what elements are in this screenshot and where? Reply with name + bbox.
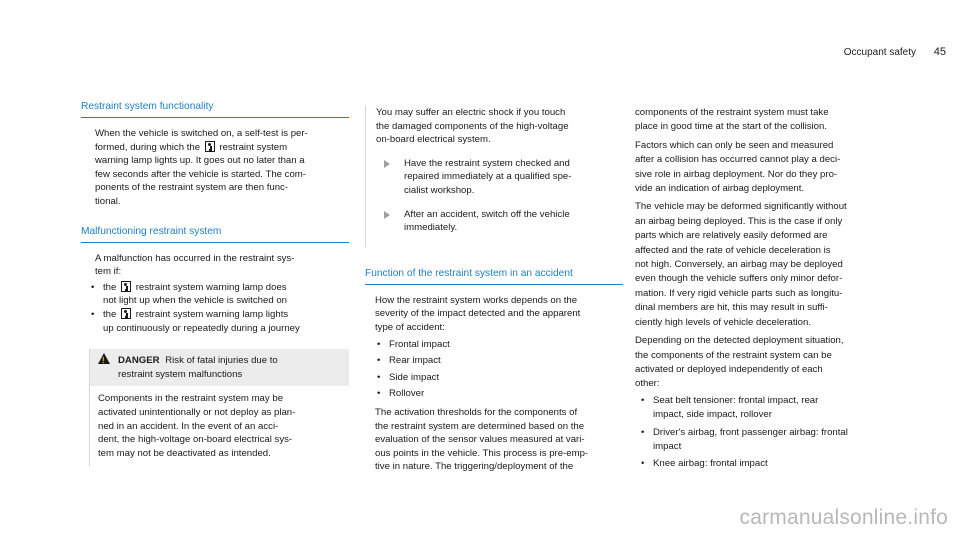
- danger-body: Components in the restraint system may be activated unintentionally or not deploy as plan- ned in an accident. In the event of an acci- dent, the high-voltage on-board electrical sys- tem may not be deactivated as intended.: [98, 393, 296, 459]
- airbag-warning-icon: [121, 281, 131, 292]
- danger-box: [89, 349, 349, 466]
- column-2: [365, 106, 623, 474]
- list-item: • Knee airbag: frontal impact: [639, 457, 925, 471]
- paragraph-deployment: Depending on the detected deployment situation, the components of the restraint system can be activated or deployed independently of each other:: [635, 335, 844, 390]
- list-item: • the restraint system warning lamp does not light up when the vehicle is switched on: [89, 281, 349, 308]
- list-item: • Frontal impact: [375, 337, 623, 354]
- step-item: Have the restraint system checked and repaired immediately at a qualified spe- cialist workshop.: [376, 157, 623, 198]
- malfunction-list: [89, 281, 349, 335]
- step-item: After an accident, switch off the vehicle immediately.: [376, 208, 623, 235]
- warning-triangle-icon: [98, 353, 110, 364]
- danger-header: !DANGER Risk of fatal injuries due to restraint system malfunctions: [90, 349, 349, 386]
- paragraph-good-time: components of the restraint system must take place in good time at the start of the collision.: [635, 107, 829, 133]
- list-item: • Driver's airbag, front passenger airbag: frontal impact: [639, 426, 925, 455]
- list-item: • Rear impact: [375, 353, 623, 370]
- paragraph-electric-shock: You may suffer an electric shock if you touch the damaged components of the high-voltage on-board electrical system.: [376, 107, 569, 146]
- step-arrow-icon: [384, 211, 390, 219]
- heading-function-in-accident: Function of the restraint system in an accident: [365, 267, 623, 285]
- paragraph-factors: Factors which can only be seen and measured after a collision has occurred cannot play a deci- sive role in airbag deployment. Nor do they pro- vide an indication of airbag deployment.: [635, 139, 841, 195]
- paragraph-functionality: When the vehicle is switched on, a self-test is per- formed, during which the restraint system warning lamp lights up. It goes out no later than a few seconds after the vehicle is started. The com- ponents of the restraint system are then func- tional.: [95, 128, 308, 207]
- page-number: 45: [933, 46, 946, 58]
- list-item: • Side impact: [375, 370, 623, 387]
- component-list: [639, 394, 925, 472]
- accident-section: [365, 294, 623, 474]
- list-item: • the restraint system warning lamp lights up continuously or repeatedly during a journey: [89, 308, 349, 335]
- step-arrow-icon: [384, 160, 390, 168]
- heading-malfunction: Malfunctioning restraint system: [81, 225, 349, 243]
- impact-types-list: [375, 337, 623, 403]
- paragraph-malfunction: A malfunction has occurred in the restraint sys- tem if:: [95, 252, 295, 278]
- watermark: carmanualsonline.info: [739, 506, 948, 529]
- section-title: Occupant safety: [843, 47, 916, 58]
- danger-label: DANGER: [118, 355, 160, 367]
- paragraph-how-works: How the restraint system works depends on the severity of the impact detected and the apparent type of accident:: [375, 294, 581, 333]
- heading-restraint-functionality: Restraint system functionality: [81, 100, 349, 118]
- airbag-warning-icon: [121, 308, 131, 319]
- paragraph-deformation: The vehicle may be deformed significantly without an airbag being deployed. This is the case if only parts which are relatively easily deformed are affected and the rate of vehicle deceleration is not high. Conversely, an airbag may be deployed even though the vehicle suffers only minor defor- mation. If very rigid vehicle parts such as longitu- dinal members are hit, this may result in suffi- ciently high levels of vehicle deceleration.: [635, 201, 847, 328]
- danger-continuation: [365, 106, 623, 247]
- column-1: [81, 100, 349, 466]
- malfunction-section: [81, 252, 349, 467]
- airbag-warning-icon: [205, 141, 215, 152]
- paragraph-thresholds: The activation thresholds for the components of the restraint system are determined based on the evaluation of the sensor values measured at vari- ous points in the vehicle. This process is pre-emp- tive in nature. The triggering/deployment of the: [375, 406, 589, 473]
- column-3: [635, 106, 925, 472]
- list-item: • Seat belt tensioner: frontal impact, rear impact, side impact, rollover: [639, 394, 925, 423]
- list-item: • Rollover: [375, 386, 623, 403]
